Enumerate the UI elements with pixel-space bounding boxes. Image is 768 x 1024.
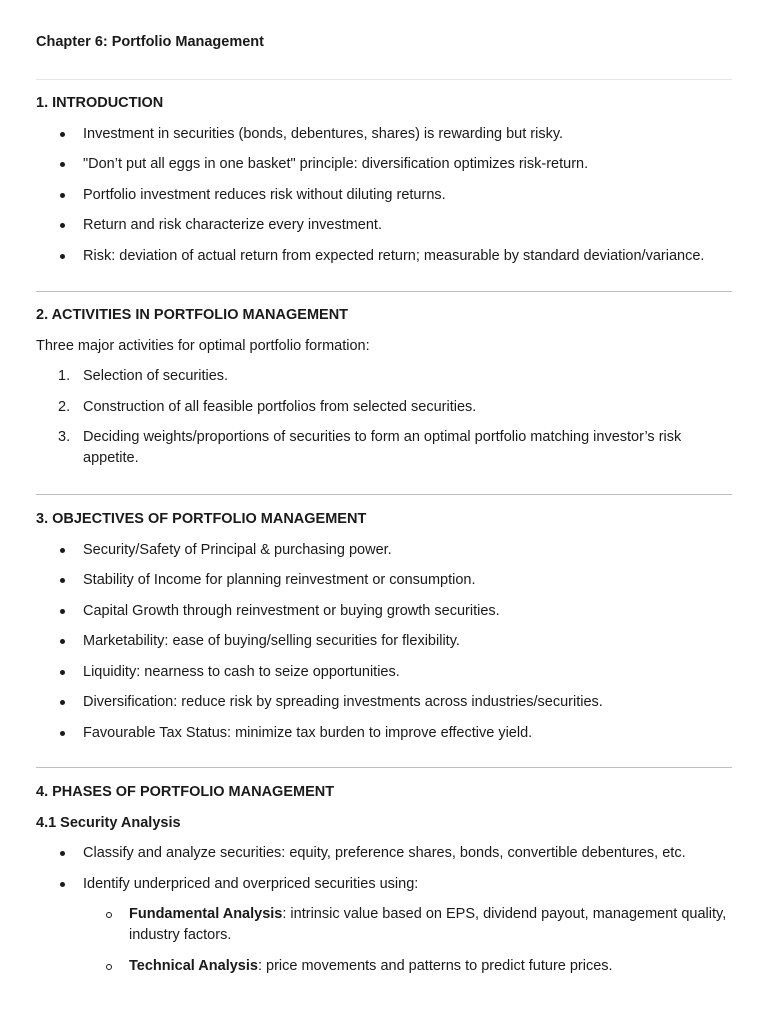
list-item <box>36 427 732 469</box>
list-item-text: Risk: deviation of actual return from expected return; measurable by standard deviation/variance. <box>83 247 705 264</box>
term: Fundamental Analysis <box>129 906 283 922</box>
section-phases <box>36 782 732 977</box>
circle-bullet-icon <box>106 964 112 970</box>
section-heading: 3. OBJECTIVES OF PORTFOLIO MANAGEMENT <box>36 511 367 527</box>
list-item <box>36 570 732 591</box>
bullet-icon <box>60 578 65 583</box>
list-number: 1. <box>58 368 71 384</box>
bullet-list <box>36 843 732 895</box>
bullet-icon <box>60 639 65 644</box>
bullet-list <box>36 540 732 744</box>
bullet-icon <box>60 700 65 705</box>
bullet-icon <box>60 548 65 553</box>
bullet-icon <box>60 223 65 228</box>
section-heading: 1. INTRODUCTION <box>36 95 164 111</box>
list-item <box>36 246 732 267</box>
numbered-list <box>36 366 732 469</box>
list-item <box>36 154 732 175</box>
list-number: 3. <box>58 429 71 445</box>
list-item <box>36 185 732 206</box>
list-item-text: Selection of securities. <box>83 368 229 384</box>
bullet-icon <box>60 193 65 198</box>
list-item-text: Liquidity: nearness to cash to seize opportunities. <box>83 663 400 680</box>
list-item-text: Security/Safety of Principal & purchasing power. <box>83 541 392 558</box>
list-item <box>36 124 732 145</box>
sub-bullet-list <box>36 904 732 977</box>
bullet-icon <box>60 731 65 736</box>
list-item-text: Investment in securities (bonds, debentures, shares) is rewarding but risky. <box>83 125 564 142</box>
sub-list-item <box>36 904 732 946</box>
list-item <box>36 366 732 387</box>
list-item <box>36 662 732 683</box>
term-description: : intrinsic value based on EPS, dividend payout, management quality, industry factors. <box>129 906 727 943</box>
list-item-text: Classify and analyze securities: equity, preference shares, bonds, convertible debentures, etc. <box>83 845 686 861</box>
list-item-text: Identify underpriced and overpriced securities using: <box>83 875 419 892</box>
list-item <box>36 723 732 744</box>
divider <box>36 291 732 292</box>
list-item <box>36 631 732 652</box>
list-item-text: Capital Growth through reinvestment or buying growth securities. <box>83 602 500 619</box>
list-item-text: Diversification: reduce risk by spreading investments across industries/securities. <box>83 694 603 710</box>
sub-list-item <box>36 956 732 977</box>
section-heading: 4. PHASES OF PORTFOLIO MANAGEMENT <box>36 784 335 800</box>
section-activities <box>36 305 732 469</box>
term: Technical Analysis <box>129 957 258 974</box>
bullet-icon <box>60 132 65 137</box>
list-item-text: Construction of all feasible portfolios from selected securities. <box>83 398 477 415</box>
chapter-title: Chapter 6: Portfolio Management <box>36 34 264 50</box>
list-item-text: Portfolio investment reduces risk without diluting returns. <box>83 186 446 203</box>
divider <box>36 767 732 768</box>
list-item-text: "Don’t put all eggs in one basket" principle: diversification optimizes risk-return. <box>83 156 589 172</box>
section-intro-text: Three major activities for optimal portfolio formation: <box>36 337 370 354</box>
list-item-text: Deciding weights/proportions of securities to form an optimal portfolio matching investor’s risk appetite. <box>83 429 682 466</box>
divider <box>36 494 732 495</box>
divider <box>36 79 732 80</box>
list-item <box>36 601 732 622</box>
bullet-icon <box>60 254 65 259</box>
list-item-text: Favourable Tax Status: minimize tax burden to improve effective yield. <box>83 724 533 741</box>
bullet-icon <box>60 670 65 675</box>
list-number: 2. <box>58 398 71 415</box>
subsection-heading: 4.1 Security Analysis <box>36 814 181 831</box>
bullet-list <box>36 124 732 267</box>
list-item <box>36 874 732 895</box>
circle-bullet-icon <box>106 912 112 918</box>
list-item-text: Marketability: ease of buying/selling securities for flexibility. <box>83 633 460 649</box>
list-item <box>36 692 732 713</box>
section-heading: 2. ACTIVITIES IN PORTFOLIO MANAGEMENT <box>36 307 349 323</box>
list-item <box>36 843 732 864</box>
list-item <box>36 215 732 236</box>
bullet-icon <box>60 609 65 614</box>
term-description: : price movements and patterns to predict future prices. <box>257 957 613 974</box>
list-item <box>36 540 732 561</box>
bullet-icon <box>60 882 65 887</box>
list-item <box>36 397 732 418</box>
list-item-text: Return and risk characterize every investment. <box>83 217 382 233</box>
list-item-text: Stability of Income for planning reinvestment or consumption. <box>83 572 476 588</box>
bullet-icon <box>60 162 65 167</box>
section-objectives <box>36 509 732 744</box>
section-introduction <box>36 93 732 267</box>
bullet-icon <box>60 851 65 856</box>
